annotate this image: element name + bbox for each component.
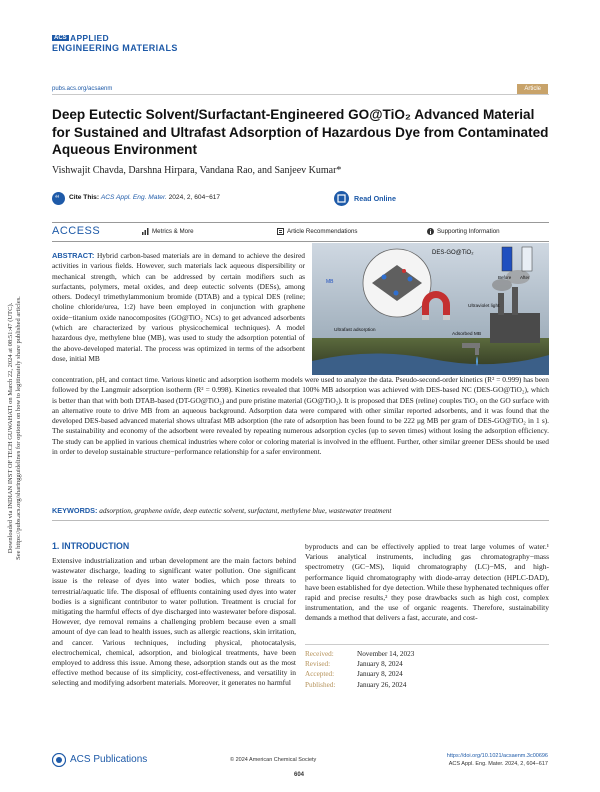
cite-ref: 2024, 2, 604−617: [168, 194, 221, 201]
des-go-flake-icon: [363, 249, 431, 317]
des-go-label: DES-GO@TiO₂: [432, 250, 474, 256]
read-online-icon: [334, 191, 349, 206]
doi-link[interactable]: https://doi.org/10.1021/acsaenm.3c00696: [446, 753, 548, 759]
cite-label: Cite This:: [69, 194, 100, 201]
abstract-text-part1: Hybrid carbon-based materials are in demand to achieve the desired activities in various fields. However, such materials lack aqueous dispersibility or mechanical strength, which can be addressed by certain modifiers such as surfactants, polymers, metal oxides, and deep eutectic solvents (DESs), among others. Dodecyl trimethylammonium bromide (DTAB) and a typical DES (reline; choline chloride/urea, 1:2) have been employed in conjunction with graphene oxide−titanium oxide nanocomposites (GO@TiO₂ NCs) to get advanced adsorbents (which are characterized by various physicochemical techniques). A model hazardous dye, methylene blue (MB), was used to study the adsorption potential of the above-developed material. The process was optimized in terms of the adsorbent dose, initial MB: [52, 251, 305, 363]
info-icon: [427, 228, 434, 235]
copyright: © 2024 American Chemical Society: [230, 757, 317, 763]
download-notice-line1: Downloaded via INDIAN INST OF TECH GUWAHATI on March 22, 2024 at 08:51:47 (UTC).: [7, 302, 14, 554]
document-icon: [277, 228, 284, 235]
before-label: Before: [498, 275, 512, 280]
acs-logo-icon: [52, 753, 66, 767]
read-online-label: Read Online: [354, 194, 396, 203]
history-accepted: Accepted: January 8, 2024: [305, 670, 403, 679]
keywords: [52, 506, 549, 515]
keywords-text: adsorption, graphene oxide, deep eutectic solvent, surfactant, methylene blue, wastewater treatment: [99, 506, 392, 515]
access-label: ACCESS: [52, 225, 101, 237]
page-number: 604: [294, 772, 305, 778]
article-type-badge: Article: [517, 84, 548, 94]
after-label: After: [520, 275, 530, 280]
adsorption-label: Ultrafast adsorption: [334, 328, 376, 333]
journal-logo-line2: ENGINEERING MATERIALS: [52, 43, 178, 53]
abstract-label: ABSTRACT:: [52, 251, 95, 260]
author-list: Vishwajit Chavda, Darshna Hirpara, Vandana Rao, and Sanjeev Kumar*: [52, 165, 342, 176]
abstract-part1: [52, 251, 305, 364]
publication-history: [305, 649, 414, 690]
adsorbed-mb-label: Adsorbed MB: [452, 332, 482, 337]
footer-citation: ACS Appl. Eng. Mater. 2024, 2, 604−617: [448, 761, 548, 767]
abstract-part2: concentration, pH, and contact time. Various kinetic and adsorption isotherm models were used to analyze the data. Pseudo-second-order kinetics (R² = 0.999) has been followed by the Langmuir adsorption isotherm (R² = 0.998). Kinetics revealed that 100% MB adsorption was achieved with DES-based NC (DES-GO@TiO₂), which is better than that with both DTAB-based (DT-GO@TiO₂) and pure pristine material (GO@TiO₂). It is proposed that DES (reline) couples TiO₂ on the GO surface with an alternative route to drive MB from an aqueous background. Adsorption data were compared with other similar reported adsorbents, and it was found that the developed DES-based advanced material shows ultrafast MB adsorption (the rate of adsorption has been found to be 222 μg MB per gram of DES-GO@TiO₂ in 1 s). The sustainability and economy of the adsorbent were revealed by repeating numerous adsorption cycles (up to seven times) without losing the adsorption efficiency. The study can be applied in various chemical industries where color or coloring material is involved in the effluent. Further, other similar greener DESs should be used in order to develop sustainable structure−performance relationship for a safer environment.: [52, 375, 549, 457]
publisher-name: ACS Publications: [70, 754, 148, 765]
svg-text:“: “: [55, 194, 60, 205]
keywords-label: KEYWORDS:: [52, 506, 98, 515]
history-divider: [305, 644, 549, 645]
quote-icon[interactable]: [52, 192, 65, 205]
graphical-abstract: [312, 243, 549, 375]
uv-label: Ultraviolet light: [468, 304, 500, 309]
download-notice: [7, 238, 23, 618]
metrics-label: Metrics & More: [152, 228, 194, 236]
history-published: Published: January 26, 2024: [305, 680, 407, 689]
cite-journal[interactable]: ACS Appl. Eng. Mater.: [100, 194, 167, 201]
cite-text: [69, 194, 220, 201]
download-notice-line2: See https://pubs.acs.org/sharingguidelines for options on how to legitimately share published articles.: [15, 296, 22, 560]
cite-row: [52, 188, 549, 212]
bar-chart-icon: [142, 228, 149, 235]
supporting-info-label: Supporting Information: [437, 228, 500, 236]
journal-logo-line1: APPLIED: [70, 33, 109, 43]
supporting-info-link[interactable]: [427, 228, 500, 235]
doi-block: [447, 752, 548, 768]
recommendations-label: Article Recommendations: [287, 228, 358, 236]
access-bar: [52, 222, 549, 242]
intro-paragraph-right: byproducts and can be effectively applied to treat large volumes of water.¹ Various analytical instruments, including gas chromatography−mass spectrometry (GC−MS), liquid chromatography (LC)−MS, and high-performance liquid chromatography with diode-array detection (HPLC-DAD), have been established for dye detection. While these hyphenated techniques offer rapid and precise results,² they pose drawbacks such as high cost, complex instrumentation, and the use of organic reagents. Therefore, sustainability demands a method that delivers a fast, accurate, and cost-: [305, 542, 550, 623]
history-received: Received: November 14, 2023: [305, 650, 415, 658]
header-divider: [52, 94, 549, 95]
article-title: Deep Eutectic Solvent/Surfactant-Engineered GO@TiO₂ Advanced Material for Sustained and Ultrafast Adsorption of Hazardous Dye from Contaminated Aqueous Environment: [52, 107, 549, 157]
metrics-link[interactable]: [142, 228, 194, 235]
journal-url[interactable]: pubs.acs.org/acsaenm: [52, 86, 113, 92]
keywords-divider: [52, 520, 549, 521]
journal-logo-acs: ACS: [54, 35, 67, 41]
history-revised: Revised: January 8, 2024: [305, 660, 403, 669]
section-heading-introduction: 1. INTRODUCTION: [52, 541, 130, 551]
intro-paragraph-left: Extensive industrialization and urban development are the main factors behind wastewater discharge, leading to significant water pollution. One significant issue is the release of dyes into water bodies, which pose threats to terrestrial/aquatic life. The disposal of effluents containing used dyes into water bodies is a significant contributor to water pollution. Treatment is crucial for mitigating the harmful effects of dye discharged into wastewater before disposal. However, dye removal remains a challenging problem because even a small amount of dye can lead to health issues, such as allergic reactions, skin irritation, and cancer. Various techniques, including physical, photocatalysis, electrochemical, chemical, adsorption, and biological treatments, have been employed to address this issue. Among these, adsorption stands out as the most effective method because of its simplicity, cost-effectiveness, and versatility in selecting and modifying adsorbent materials. Moreover, it generates no harmful: [52, 556, 296, 688]
recommendations-link[interactable]: [277, 228, 358, 235]
mb-label: MB: [326, 279, 334, 285]
